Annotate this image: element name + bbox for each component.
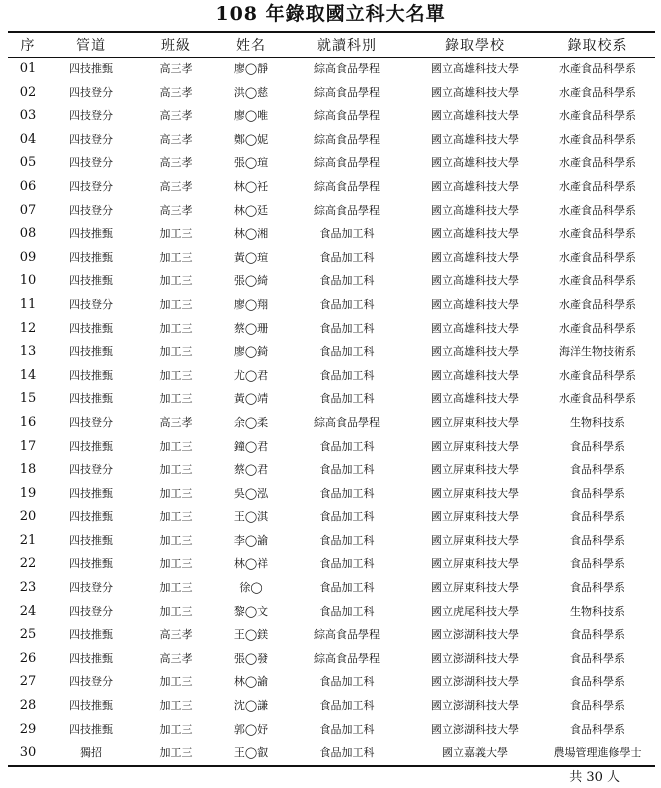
cell-name: 林◯祥 [233,557,269,571]
cell-seq: 09 [19,249,37,265]
cell-department: 食品加工科 [319,392,375,406]
cell-program: 水產食品科學系 [559,62,636,75]
cell-seq: 06 [19,178,37,194]
cell-seq: 22 [19,556,37,572]
cell-school: 國立高雄科技大學 [431,345,519,359]
cell-program: 食品科學系 [570,463,625,477]
cell-department: 食品加工科 [319,463,375,477]
table-row [8,435,655,459]
cell-school: 國立高雄科技大學 [431,62,519,75]
cell-department: 綜高食品學程 [314,132,380,146]
cell-channel: 四技推甄 [69,486,113,500]
table-row [8,175,655,199]
cell-name: 洪◯慈 [233,85,269,99]
cell-class: 加工三 [159,699,193,713]
cell-channel: 四技登分 [69,415,113,429]
cell-school: 國立嘉義大學 [442,746,508,760]
cell-seq: 01 [19,61,37,76]
cell-school: 國立虎尾科技大學 [431,604,519,618]
cell-channel: 四技推甄 [69,250,113,264]
cell-class: 加工三 [159,321,193,335]
cell-department: 食品加工科 [319,557,375,571]
cell-seq: 02 [19,84,37,100]
cell-channel: 四技登分 [69,85,113,99]
cell-seq: 29 [19,721,37,737]
cell-class: 加工三 [159,345,193,359]
cell-channel: 四技推甄 [69,699,113,713]
cell-class: 高三孝 [159,651,193,665]
cell-department: 食品加工科 [319,510,375,524]
cell-program: 海洋生物技術系 [559,345,636,359]
cell-channel: 四技推甄 [69,392,113,406]
cell-department: 食品加工科 [319,250,375,264]
cell-department: 食品加工科 [319,345,375,359]
cell-department: 食品加工科 [319,746,375,760]
cell-program: 水產食品科學系 [559,250,636,264]
cell-class: 加工三 [159,392,193,406]
cell-seq: 08 [19,226,37,242]
cell-department: 食品加工科 [319,581,375,595]
cell-program: 水產食品科學系 [559,109,636,123]
cell-department: 食品加工科 [319,699,375,713]
cell-school: 國立高雄科技大學 [431,250,519,264]
table-row [8,151,655,175]
cell-class: 高三孝 [159,62,193,75]
admission-table [8,35,655,765]
table-row [8,222,655,246]
cell-channel: 四技登分 [69,297,113,311]
cell-channel: 四技登分 [69,132,113,146]
table-row [8,482,655,506]
cell-program: 食品科學系 [570,581,625,595]
cell-department: 綜高食品學程 [314,179,380,193]
header-program: 錄取校系 [567,38,628,54]
cell-name: 沈◯謙 [233,699,269,713]
cell-school: 國立屏東科技大學 [431,557,519,571]
cell-program: 食品科學系 [570,486,625,500]
cell-program: 水產食品科學系 [559,227,636,241]
cell-department: 食品加工科 [319,439,375,453]
cell-name: 王◯淇 [233,510,269,524]
table-row [8,529,655,553]
cell-seq: 20 [19,509,37,525]
cell-class: 加工三 [159,557,193,571]
cell-school: 國立屏東科技大學 [431,415,519,429]
cell-channel: 四技推甄 [69,557,113,571]
cell-school: 國立高雄科技大學 [431,85,519,99]
cell-department: 食品加工科 [319,297,375,311]
table-row [8,576,655,600]
cell-program: 水產食品科學系 [559,179,636,193]
cell-name: 張◯發 [233,651,269,665]
cell-department: 食品加工科 [319,722,375,736]
cell-department: 食品加工科 [319,486,375,500]
cell-channel: 四技登分 [69,581,113,595]
cell-program: 水產食品科學系 [559,321,636,335]
cell-name: 黃◯靖 [233,392,269,406]
cell-class: 加工三 [159,227,193,241]
cell-name: 李◯諭 [233,533,269,547]
cell-seq: 28 [19,698,37,714]
cell-seq: 11 [19,296,37,312]
cell-program: 食品科學系 [570,533,625,547]
cell-name: 徐◯ [239,581,263,595]
cell-channel: 四技推甄 [69,722,113,736]
cell-seq: 12 [19,320,37,336]
cell-name: 林◯湘 [233,227,269,241]
cell-program: 水產食品科學系 [559,297,636,311]
cell-class: 高三孝 [159,179,193,193]
table-row [8,670,655,694]
cell-department: 食品加工科 [319,675,375,689]
cell-seq: 03 [19,108,37,124]
header-seq: 序 [20,38,36,54]
cell-class: 加工三 [159,439,193,453]
cell-name: 林◯衽 [233,179,269,193]
cell-program: 水產食品科學系 [559,274,636,288]
cell-department: 食品加工科 [319,533,375,547]
cell-school: 國立高雄科技大學 [431,156,519,170]
cell-channel: 四技推甄 [69,628,113,642]
cell-class: 高三孝 [159,628,193,642]
cell-name: 張◯綺 [233,274,269,288]
header-channel: 管道 [76,38,106,54]
cell-school: 國立屏東科技大學 [431,439,519,453]
table-row [8,623,655,647]
table-row [8,293,655,317]
cell-program: 食品科學系 [570,557,625,571]
cell-class: 加工三 [159,486,193,500]
cell-class: 加工三 [159,722,193,736]
cell-channel: 四技推甄 [69,533,113,547]
cell-school: 國立高雄科技大學 [431,274,519,288]
cell-channel: 四技推甄 [69,321,113,335]
cell-class: 加工三 [159,604,193,618]
cell-program: 食品科學系 [570,628,625,642]
cell-channel: 四技推甄 [69,368,113,382]
cell-seq: 25 [19,627,37,643]
table-row [8,246,655,270]
cell-channel: 四技登分 [69,109,113,123]
cell-seq: 14 [19,367,37,383]
cell-program: 食品科學系 [570,651,625,665]
table-header-row [8,35,655,57]
cell-name: 廖◯唯 [233,109,269,123]
cell-class: 高三孝 [159,156,193,170]
cell-name: 尤◯君 [233,368,269,382]
cell-school: 國立高雄科技大學 [431,227,519,241]
table-row [8,741,655,765]
cell-class: 加工三 [159,250,193,264]
header-department: 就讀科別 [317,38,377,54]
cell-name: 黎◯文 [233,604,269,618]
cell-school: 國立澎湖科技大學 [431,722,519,736]
cell-name: 廖◯翔 [233,297,269,311]
cell-class: 加工三 [159,533,193,547]
cell-name: 林◯諭 [233,675,269,689]
cell-name: 余◯柔 [233,415,269,429]
table-row [8,128,655,152]
cell-class: 加工三 [159,463,193,477]
cell-program: 水產食品科學系 [559,368,636,382]
header-class: 班級 [161,38,191,54]
cell-school: 國立屏東科技大學 [431,486,519,500]
cell-seq: 17 [19,438,37,454]
cell-department: 食品加工科 [319,274,375,288]
bottom-rule [8,765,655,767]
cell-class: 高三孝 [159,203,193,217]
table-row [8,269,655,293]
cell-seq: 18 [19,462,37,478]
cell-program: 水產食品科學系 [559,203,636,217]
cell-department: 食品加工科 [319,368,375,382]
cell-channel: 四技登分 [69,203,113,217]
cell-program: 食品科學系 [570,510,625,524]
cell-class: 加工三 [159,274,193,288]
cell-program: 食品科學系 [570,675,625,689]
cell-name: 吳◯泓 [233,486,269,500]
cell-school: 國立屏東科技大學 [431,510,519,524]
cell-class: 加工三 [159,510,193,524]
cell-name: 王◯叡 [233,746,269,760]
cell-seq: 13 [19,344,37,360]
cell-department: 綜高食品學程 [314,156,380,170]
cell-seq: 30 [19,745,37,761]
cell-channel: 四技推甄 [69,62,113,75]
cell-department: 食品加工科 [319,604,375,618]
cell-department: 食品加工科 [319,227,375,241]
cell-class: 加工三 [159,675,193,689]
cell-department: 綜高食品學程 [314,85,380,99]
cell-seq: 27 [19,674,37,690]
cell-class: 加工三 [159,368,193,382]
table-row [8,505,655,529]
cell-school: 國立屏東科技大學 [431,581,519,595]
cell-department: 綜高食品學程 [314,62,380,75]
cell-name: 蔡◯君 [233,463,269,477]
cell-seq: 21 [19,532,37,548]
cell-department: 食品加工科 [319,321,375,335]
cell-program: 生物科技系 [570,604,625,618]
cell-seq: 10 [19,273,37,289]
cell-channel: 四技登分 [69,463,113,477]
cell-school: 國立澎湖科技大學 [431,675,519,689]
cell-name: 蔡◯珊 [233,321,269,335]
cell-school: 國立高雄科技大學 [431,368,519,382]
cell-name: 鐘◯君 [233,439,269,453]
table-row [8,387,655,411]
cell-channel: 四技登分 [69,604,113,618]
cell-channel: 四技推甄 [69,345,113,359]
cell-department: 綜高食品學程 [314,415,380,429]
cell-school: 國立高雄科技大學 [431,321,519,335]
cell-program: 食品科學系 [570,439,625,453]
cell-name: 張◯瑄 [233,156,269,170]
cell-class: 高三孝 [159,415,193,429]
table-row [8,647,655,671]
cell-channel: 四技登分 [69,179,113,193]
header-name: 姓名 [236,38,266,54]
cell-class: 高三孝 [159,85,193,99]
cell-department: 綜高食品學程 [314,651,380,665]
cell-school: 國立高雄科技大學 [431,109,519,123]
cell-channel: 四技推甄 [69,227,113,241]
table-row [8,81,655,105]
cell-program: 水產食品科學系 [559,132,636,146]
cell-seq: 16 [19,414,37,430]
cell-channel: 四技推甄 [69,274,113,288]
table-row [8,694,655,718]
table-row [8,600,655,624]
header-school: 錄取學校 [445,38,505,54]
table-row [8,199,655,223]
table-row [8,458,655,482]
cell-school: 國立高雄科技大學 [431,297,519,311]
cell-channel: 四技推甄 [69,651,113,665]
cell-seq: 15 [19,391,37,407]
cell-seq: 24 [19,603,37,619]
cell-school: 國立屏東科技大學 [431,533,519,547]
cell-channel: 四技登分 [69,156,113,170]
cell-program: 生物科技系 [570,415,625,429]
cell-seq: 07 [19,202,37,218]
cell-seq: 23 [19,580,37,596]
table-row [8,340,655,364]
cell-name: 廖◯錡 [233,345,269,359]
cell-name: 廖◯靜 [233,62,269,75]
cell-school: 國立屏東科技大學 [431,463,519,477]
cell-school: 國立澎湖科技大學 [431,699,519,713]
cell-name: 黃◯瑄 [233,250,269,264]
cell-channel: 獨招 [80,746,102,760]
cell-channel: 四技推甄 [69,510,113,524]
cell-class: 加工三 [159,581,193,595]
cell-program: 食品科學系 [570,699,625,713]
cell-school: 國立高雄科技大學 [431,392,519,406]
cell-channel: 四技登分 [69,675,113,689]
cell-class: 加工三 [159,746,193,760]
table-row [8,317,655,341]
cell-seq: 26 [19,650,37,666]
cell-class: 高三孝 [159,132,193,146]
table-row [8,411,655,435]
top-rule [8,31,655,33]
table-row [8,718,655,742]
cell-name: 郭◯妤 [233,722,269,736]
table-row [8,57,655,81]
cell-program: 水產食品科學系 [559,392,636,406]
cell-class: 高三孝 [159,109,193,123]
cell-seq: 04 [19,131,37,147]
cell-department: 綜高食品學程 [314,628,380,642]
table-row [8,552,655,576]
total-count: 共 30 人 [569,770,620,785]
cell-seq: 19 [19,485,37,501]
table-row [8,364,655,388]
cell-department: 綜高食品學程 [314,203,380,217]
cell-program: 水產食品科學系 [559,156,636,170]
cell-name: 鄭◯妮 [233,132,269,146]
cell-name: 王◯鎂 [233,628,269,642]
cell-school: 國立高雄科技大學 [431,132,519,146]
page-title: 108 年錄取國立科大名單 [215,3,446,25]
cell-seq: 05 [19,155,37,171]
cell-school: 國立澎湖科技大學 [431,651,519,665]
cell-program: 水產食品科學系 [559,85,636,99]
table-row [8,104,655,128]
cell-department: 綜高食品學程 [314,109,380,123]
cell-name: 林◯廷 [233,203,269,217]
cell-school: 國立高雄科技大學 [431,203,519,217]
cell-channel: 四技推甄 [69,439,113,453]
cell-class: 加工三 [159,297,193,311]
cell-school: 國立高雄科技大學 [431,179,519,193]
cell-school: 國立澎湖科技大學 [431,628,519,642]
cell-program: 農場管理進修學士 [553,746,642,760]
cell-program: 食品科學系 [570,722,625,736]
